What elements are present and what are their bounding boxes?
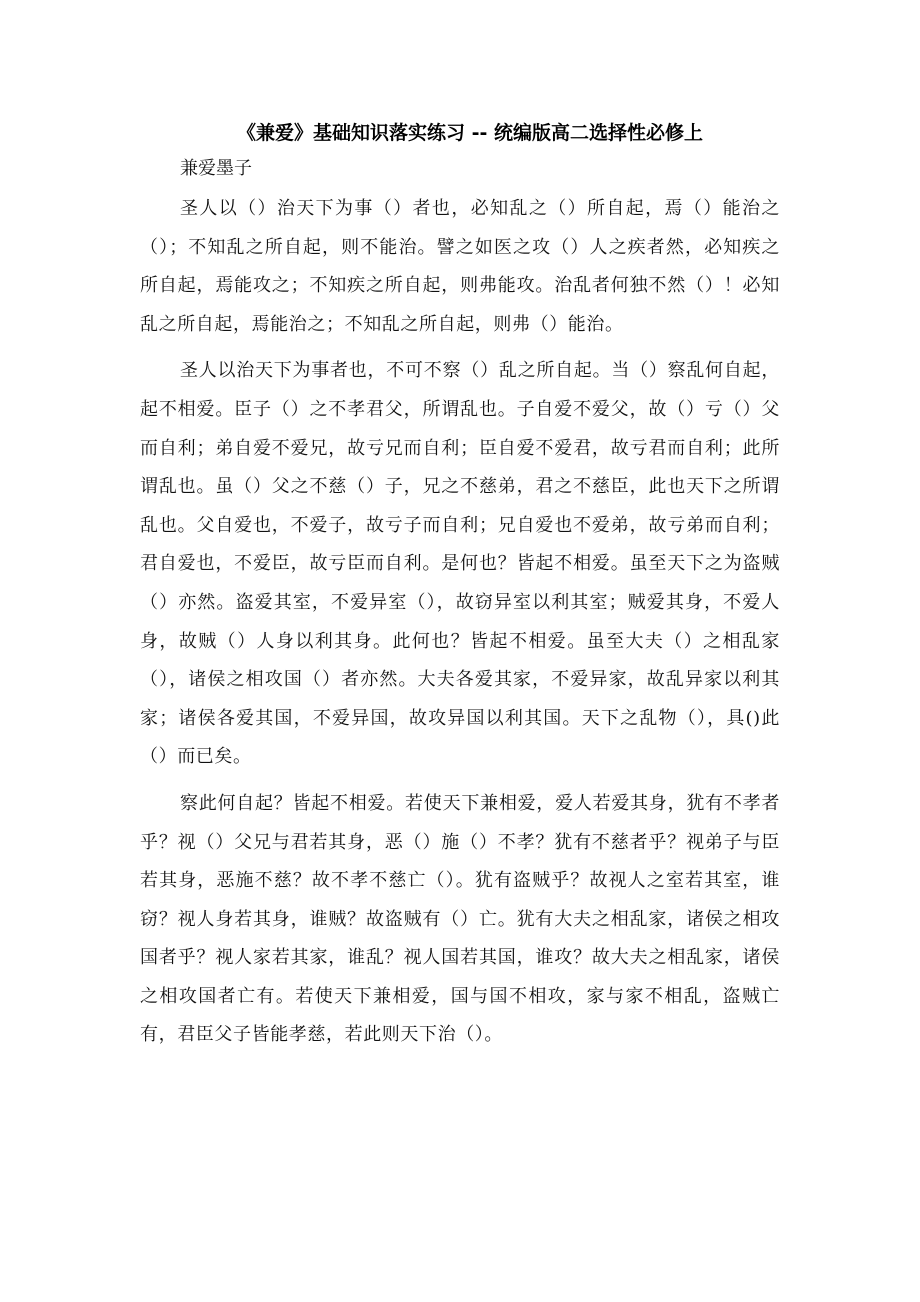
- paragraph-3: 察此何自起？皆起不相爱。若使天下兼相爱，爱人若爱其身，犹有不孝者乎？视（）父兄与君若其身，恶（）施（）不孝？犹有不慈者乎？视弟子与臣若其身，恶施不慈？故不孝不慈亡（）。犹有盗贼乎？故视人之室若其室，谁窃？视人身若其身，谁贼？故盗贼有（）亡。犹有大夫之相乱家，诸侯之相攻国者乎？视人家若其家，谁乱？视人国若其国，谁攻？故大夫之相乱家，诸侯之相攻国者亡有。若使天下兼相爱，国与国不相攻，家与家不相乱，盗贼亡有，君臣父子皆能孝慈，若此则天下治（）。: [140, 792, 780, 1046]
- document-title: 《兼爱》基础知识落实练习 -- 统编版高二选择性必修上: [236, 122, 703, 144]
- paragraph-2: 圣人以治天下为事者也，不可不察（）乱之所自起。当（）察乱何自起，起不相爱。臣子（）之不孝君父，所谓乱也。子自爱不爱父，故（）亏（）父而自利；弟自爱不爱兄，故亏兄而自利；臣自爱不爱君，故亏君而自利；此所谓乱也。虽（）父之不慈（）子，兄之不慈弟，君之不慈臣，此也天下之所谓乱也。父自爱也，不爱子，故亏子而自利；兄自爱也不爱弟，故亏弟而自利；君自爱也，不爱臣，故亏臣而自利。是何也？皆起不相爱。虽至天下之为盗贼（）亦然。盗爱其室，不爱异室（），故窃异室以利其室；贼爱其身，不爱人身，故贼（）人身以利其身。此何也？皆起不相爱。虽至大夫（）之相乱家（），诸侯之相攻国（）者亦然。大夫各爱其家，不爱异家，故乱异家以利其家；诸侯各爱其国，不爱异国，故攻异国以利其国。天下之乱物（），具()此（）而已矣。: [140, 360, 780, 768]
- author-line: 兼爱墨子: [180, 158, 252, 179]
- paragraph-1: 圣人以（）治天下为事（）者也，必知乱之（）所自起，焉（）能治之（）；不知乱之所自起，则不能治。譬之如医之攻（）人之疾者然，必知疾之所自起，焉能攻之；不知疾之所自起，则弗能攻。治乱者何独不然（）！必知乱之所自起，焉能治之；不知乱之所自起，则弗（）能治。: [140, 198, 780, 335]
- document-page: [140, 118, 780, 1063]
